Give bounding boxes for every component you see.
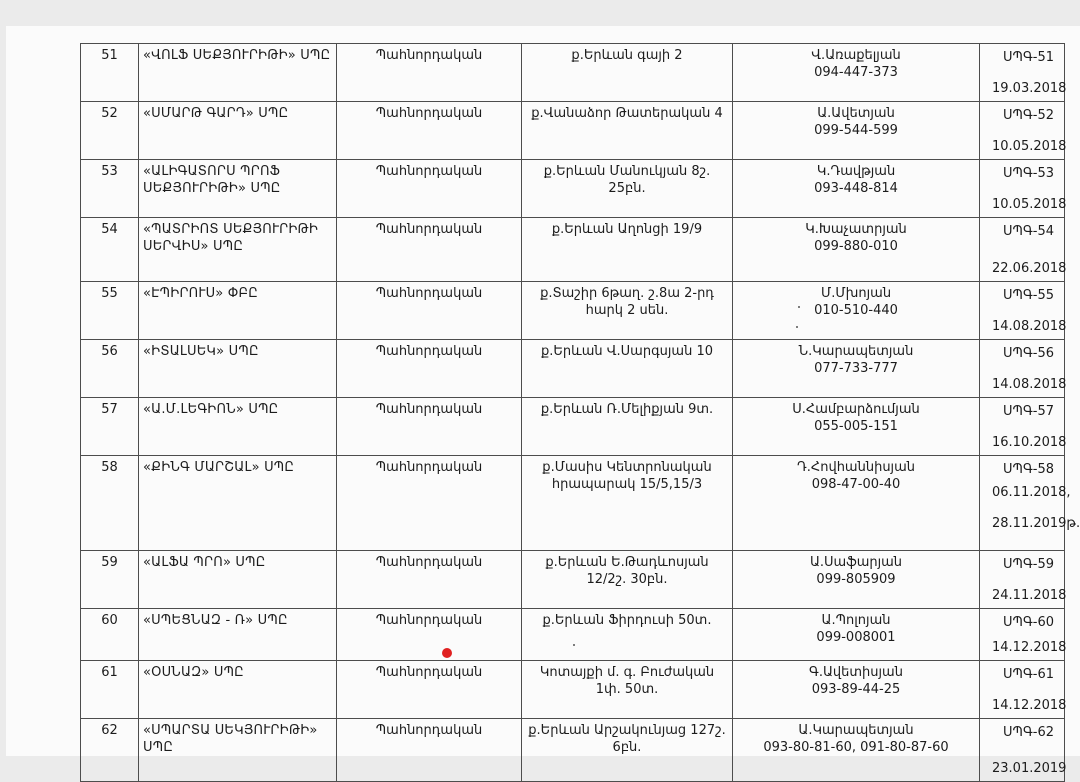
row-number: 54 [81, 218, 139, 282]
row-number: 55 [81, 282, 139, 340]
service-type: Պահնորդական [337, 160, 522, 218]
license-number: ՍՊԳ-58 [1003, 462, 1054, 477]
company-address: Կոտայքի մ. գ. Բուժական 1փ. 50տ. [522, 661, 733, 719]
license-cell [980, 160, 1065, 218]
license-cell [980, 398, 1065, 456]
company-address: ք.Երևան Վ.Սարգսյան 10 [522, 340, 733, 398]
company-name: «Ա.Մ.ԼԵԳԻՈՆ» ՍՊԸ [139, 398, 337, 456]
contact-name: Մ.Մխոյան [820, 286, 892, 301]
company-name: «ՊԱՏՐԻՈՏ ՍԵՔՅՈՒՐԻԹԻ ՍԵՐՎԻՍ» ՍՊԸ [139, 218, 337, 282]
contact-name: Ա.Պոլոյան [821, 613, 891, 628]
row-number: 62 [81, 719, 139, 782]
row-number: 53 [81, 160, 139, 218]
service-type: Պահնորդական [337, 340, 522, 398]
company-name: «ԷՊԻՐՈՒՍ» ՓԲԸ [139, 282, 337, 340]
license-date: 06.11.2018, [992, 485, 1071, 500]
row-number: 60 [81, 609, 139, 661]
license-date: 16.10.2018 [992, 435, 1067, 450]
license-date: 14.08.2018 [992, 377, 1067, 392]
contact-phone: 093-89-44-25 [811, 682, 901, 697]
company-name: «ՍՄԱՐԹ ԳԱՐԴ» ՍՊԸ [139, 102, 337, 160]
company-address: ք.Մասիս Կենտրոնական հրապարակ 15/5,15/3 [522, 456, 733, 551]
company-address: ք.Երևան Ռ.Մելիքյան 9տ. [522, 398, 733, 456]
service-type: Պահնորդական [337, 218, 522, 282]
scan-speck [573, 644, 575, 646]
license-number: ՍՊԳ-60 [1003, 615, 1054, 630]
row-number: 57 [81, 398, 139, 456]
company-name: «ՍՊԱՐՏԱ ՍԵԿՅՈՒՐԻԹԻ» ՍՊԸ [139, 719, 337, 782]
contact-cell [733, 551, 980, 609]
license-date: 14.12.2018 [992, 640, 1067, 655]
table-row [81, 719, 1065, 782]
row-number: 61 [81, 661, 139, 719]
contact-phone: 098-47-00-40 [811, 477, 901, 492]
row-number: 51 [81, 44, 139, 102]
contact-phone: 099-805909 [816, 572, 896, 587]
table-row [81, 661, 1065, 719]
license-number: ՍՊԳ-59 [1003, 557, 1054, 572]
license-number: ՍՊԳ-56 [1003, 346, 1054, 361]
contact-phone: 093-80-81-60, 091-80-87-60 [763, 740, 949, 755]
table-row [81, 340, 1065, 398]
contact-cell [733, 661, 980, 719]
contact-cell [733, 218, 980, 282]
contact-name: Ա.Ավետյան [817, 106, 895, 121]
contact-cell [733, 160, 980, 218]
company-name: «ՎՈԼՖ ՍԵՔՅՈՒՐԻԹԻ» ՍՊԸ [139, 44, 337, 102]
license-cell [980, 456, 1080, 551]
row-number: 58 [81, 456, 139, 551]
contact-phone: 099-880-010 [814, 239, 898, 254]
company-address: ք.Վանաձոր Թատերական 4 [522, 102, 733, 160]
company-address: ք.Տաշիր 6թաղ. շ.8ա 2-րդ հարկ 2 սեն. [522, 282, 733, 340]
row-number: 52 [81, 102, 139, 160]
company-address: ք.Երևան Ե.Թադևոսյան 12/2շ. 30բն. [522, 551, 733, 609]
row-number: 56 [81, 340, 139, 398]
scanned-document-page [6, 26, 1080, 776]
license-cell [980, 661, 1065, 719]
contact-phone: 055-005-151 [814, 419, 898, 434]
license-cell [980, 44, 1065, 102]
contact-name: Կ.Խաչատրյան [805, 222, 907, 237]
license-cell [980, 719, 1065, 782]
contact-phone: 010-510-440 [814, 303, 898, 318]
contact-phone: 077-733-777 [814, 361, 898, 376]
company-name: «ՍՊԵՑՆԱԶ - Ռ» ՍՊԸ [139, 609, 337, 661]
company-name: «ՔԻՆԳ ՄԱՐՇԱԼ» ՍՊԸ [139, 456, 337, 551]
service-type: Պահնորդական [337, 456, 522, 551]
contact-cell [733, 719, 980, 782]
license-number: ՍՊԳ-52 [1003, 108, 1054, 123]
company-address: ք.Երևան Մանուկյան 8շ. 25բն. [522, 160, 733, 218]
license-number: ՍՊԳ-62 [1003, 725, 1054, 740]
company-address: ք.Երևան գայի 2 [522, 44, 733, 102]
service-type: Պահնորդական [337, 102, 522, 160]
contact-phone: 093-448-814 [814, 181, 898, 196]
company-address: ք.Երևան Աղոնցի 19/9 [522, 218, 733, 282]
company-address: ք.Երևան Ֆիրդուսի 50տ. [522, 609, 733, 661]
license-date: 14.08.2018 [992, 319, 1067, 334]
contact-cell [733, 398, 980, 456]
table-row [81, 218, 1065, 282]
service-type: Պահնորդական [337, 44, 522, 102]
license-number: ՍՊԳ-61 [1003, 667, 1054, 682]
license-date: 23.01.2019 [992, 761, 1067, 776]
contact-cell [733, 456, 980, 551]
license-cell [980, 609, 1065, 661]
company-address: ք.Երևան Արշակունյաց 127շ. 6բն. [522, 719, 733, 782]
contact-cell [733, 609, 980, 661]
contact-cell [733, 44, 980, 102]
license-dates [984, 478, 1080, 534]
contact-cell [733, 340, 980, 398]
table-body [81, 44, 1080, 782]
red-ink-mark [442, 648, 452, 658]
table-row [81, 398, 1065, 456]
license-number: ՍՊԳ-53 [1003, 166, 1054, 181]
table-row [81, 551, 1065, 609]
contact-name: Վ.Առաքելյան [811, 48, 901, 63]
license-number: ՍՊԳ-54 [1003, 224, 1054, 239]
contact-name: Ա.Սաֆարյան [809, 555, 903, 570]
table-row [81, 160, 1065, 218]
license-number: ՍՊԳ-57 [1003, 404, 1054, 419]
service-type: Պահնորդական [337, 661, 522, 719]
contact-name: Ս.Համբարձումյան [792, 402, 920, 417]
company-name: «ԱԼՖԱ ՊՐՈ» ՍՊԸ [139, 551, 337, 609]
table-row [81, 609, 1065, 661]
license-date: 10.05.2018 [992, 139, 1067, 154]
contact-cell [733, 102, 980, 160]
contact-cell [733, 282, 980, 340]
service-type: Պահնորդական [337, 398, 522, 456]
license-cell [980, 218, 1065, 282]
table-row [81, 282, 1065, 340]
service-type: Պահնորդական [337, 282, 522, 340]
row-number: 59 [81, 551, 139, 609]
scan-speck [798, 306, 800, 308]
company-name: «ԻՏԱԼՍԵԿ» ՍՊԸ [139, 340, 337, 398]
contact-name: Ա.Կարապետյան [798, 723, 914, 738]
table-row [81, 102, 1065, 160]
contact-name: Ն.Կարապետյան [798, 344, 914, 359]
license-cell [980, 340, 1065, 398]
service-type: Պահնորդական [337, 719, 522, 782]
contact-phone: 099-544-599 [814, 123, 898, 138]
company-name: «ՕՍՆԱԶ» ՍՊԸ [139, 661, 337, 719]
table-row [81, 456, 1065, 551]
license-date: 14.12.2018 [992, 698, 1067, 713]
license-date: 10.05.2018 [992, 197, 1067, 212]
license-date: 22.06.2018 [992, 261, 1067, 276]
service-type: Պահնորդական [337, 551, 522, 609]
license-date: 19.03.2018 [992, 81, 1067, 96]
service-type: Պահնորդական [337, 609, 522, 661]
license-number: ՍՊԳ-51 [1003, 50, 1054, 65]
table-row [81, 44, 1065, 102]
contact-name: Կ.Դավթյան [816, 164, 896, 179]
license-register-table [80, 43, 1080, 782]
contact-name: Գ.Ավետիսյան [809, 665, 903, 680]
scan-speck [796, 326, 798, 328]
license-date: 24.11.2018 [992, 588, 1067, 603]
license-cell [980, 282, 1065, 340]
contact-phone: 099-008001 [816, 630, 896, 645]
license-cell [980, 102, 1065, 160]
license-date-renewal: 28.11.2019թ. [992, 516, 1080, 531]
company-name: «ԱԼԻԳԱՏՈՐՍ ՊՐՈՖ ՍԵՔՅՈՒՐԻԹԻ» ՍՊԸ [139, 160, 337, 218]
contact-name: Դ.Հովհաննիսյան [796, 460, 915, 475]
license-number: ՍՊԳ-55 [1003, 288, 1054, 303]
contact-phone: 094-447-373 [814, 65, 898, 80]
license-cell [980, 551, 1065, 609]
